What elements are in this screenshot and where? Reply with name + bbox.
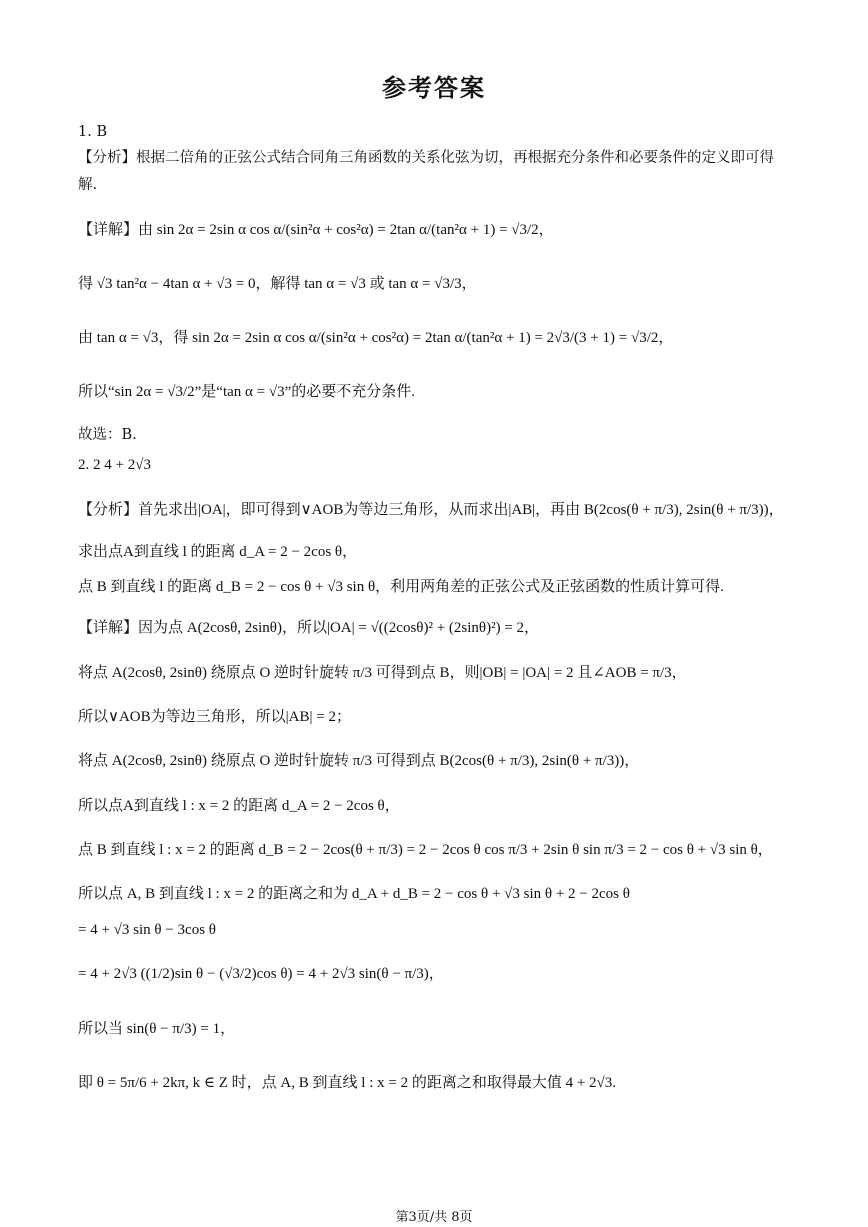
answer-2-values: 2. 2 4 + 2√3	[78, 457, 151, 473]
answer-1-detail-step-1: 【详解】由 sin 2α = 2sin α cos α/(sin²α + cos²α) = 2tan α/(tan²α + 1) = √3/2，	[78, 222, 554, 238]
answer-1-analysis: 【分析】根据二倍角的正弦公式结合同角三角函数的关系化弦为切，再根据充分条件和必要条件的定义即可得解.	[78, 150, 774, 193]
answer-2-detail-step-5: 所以点A到直线 l : x = 2 的距离 d_A = 2 − 2cos θ，	[78, 798, 400, 814]
answer-2-analysis-3: 点 B 到直线 l 的距离 d_B = 2 − cos θ + √3 sin θ，利用两角差的正弦公式及正弦函数的性质计算可得.	[78, 579, 724, 595]
answer-2-detail-step-3: 所以∨AOB为等边三角形，所以|AB| = 2；	[78, 709, 351, 725]
answer-2-detail-step-9: = 4 + 2√3 ((1/2)sin θ − (√3/2)cos θ) = 4 + 2√3 sin(θ − π/3)，	[78, 966, 444, 982]
answer-2-detail-step-2: 将点 A(2cosθ, 2sinθ) 绕原点 O 逆时针旋转 π/3 可得到点 B，则|OB| = |OA| = 2 且∠AOB = π/3，	[78, 665, 687, 681]
answer-1-conclusion: 所以“sin 2α = √3/2”是“tan α = √3”的必要不充分条件.	[78, 384, 415, 400]
answer-1-detail-step-3: 由 tan α = √3，得 sin 2α = 2sin α cos α/(sin²α + cos²α) = 2tan α/(tan²α + 1) = 2√3/(3 + 1) = √3/2，	[78, 330, 674, 346]
answer-2-analysis-1: 【分析】首先求出|OA|，即可得到∨AOB为等边三角形，从而求出|AB|，再由 B(2cos(θ + π/3), 2sin(θ + π/3))，	[78, 502, 784, 518]
answer-2-detail-step-1: 【详解】因为点 A(2cosθ, 2sinθ)，所以|OA| = √((2cosθ)² + (2sinθ)²) = 2，	[78, 620, 540, 636]
answer-2-detail-step-10: 所以当 sin(θ − π/3) = 1，	[78, 1021, 236, 1037]
answer-1-choice: 1. B	[78, 124, 108, 140]
page-footer: 第3页/共 8页	[395, 1210, 473, 1225]
answer-1-selection: 故选：B.	[78, 427, 137, 443]
answer-2-detail-step-7: 所以点 A, B 到直线 l : x = 2 的距离之和为 d_A + d_B = 2 − cos θ + √3 sin θ + 2 − 2cos θ	[78, 886, 630, 902]
answer-2-detail-step-11: 即 θ = 5π/6 + 2kπ, k ∈ Z 时，点 A, B 到直线 l : x = 2 的距离之和取得最大值 4 + 2√3.	[78, 1075, 617, 1091]
page-title: 参考答案	[382, 74, 486, 102]
answer-2-detail-step-8: = 4 + √3 sin θ − 3cos θ	[78, 922, 216, 938]
answer-2-detail-step-4: 将点 A(2cosθ, 2sinθ) 绕原点 O 逆时针旋转 π/3 可得到点 B(2cos(θ + π/3), 2sin(θ + π/3))，	[78, 753, 640, 769]
answer-1-detail-step-2: 得 √3 tan²α − 4tan α + √3 = 0，解得 tan α = √3 或 tan α = √3/3，	[78, 276, 477, 292]
answer-2-detail-step-6: 点 B 到直线 l : x = 2 的距离 d_B = 2 − 2cos(θ + π/3) = 2 − 2cos θ cos π/3 + 2sin θ sin π/3 = 2 − cos θ + √3 sin θ，	[78, 842, 773, 858]
answer-2-analysis-2: 求出点A到直线 l 的距离 d_A = 2 − 2cos θ，	[78, 544, 358, 560]
